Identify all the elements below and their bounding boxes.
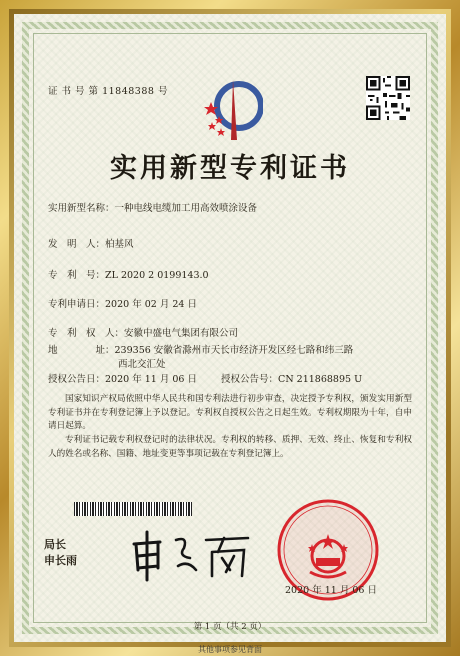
row-patentee: [48, 325, 238, 339]
row-filing-date: [48, 296, 197, 310]
pub-number-value: CN 211868895 U: [278, 374, 363, 385]
grant-paragraph: 国家知识产权局依照中华人民共和国专利法进行初步审查，决定授予专利权，颁发实用新型专利证书并在专利登记簿上予以登记。专利权自授权公告之日起生效。专利权期限为十年，自申请日起算。: [48, 394, 412, 431]
row-patent-number: [48, 267, 209, 281]
signatory-title: 局长: [44, 538, 66, 551]
row-utility-name: [48, 200, 257, 214]
row-address: [48, 342, 353, 356]
utility-name-label: 实用新型名称：: [48, 203, 115, 214]
footer-note: 其他事项参见背面: [198, 645, 262, 654]
certificate-paper: [14, 14, 446, 642]
patent-number-value: ZL 2020 2 0199143.0: [105, 270, 209, 281]
filing-date-label: 专利申请日：: [48, 299, 106, 310]
utility-name-value: 一种电线电缆加工用高效喷涂设备: [114, 203, 258, 214]
address-label: 地 址：: [48, 345, 115, 356]
qr-code-icon: [366, 76, 410, 120]
row-inventor: [48, 236, 134, 250]
inventor-value: 柏基风: [105, 239, 134, 250]
patent-number-label: 专 利 号：: [48, 270, 106, 281]
barcode-icon: [74, 502, 192, 516]
legal-status-paragraph: 专利证书记载专利权登记时的法律状况。专利权的转移、质押、无效、终止、恢复和专利权人的姓名或名称、国籍、地址变更等事项记载在专利登记簿上。: [48, 435, 412, 459]
handwritten-signature-icon: [126, 526, 256, 582]
signatory-name: 申长雨: [44, 554, 77, 567]
certificate-number: 证 书 号 第 11848388 号: [48, 86, 168, 97]
seal-date: 2020 年 11 月 06 日: [285, 585, 377, 596]
patentee-label: 专 利 权 人：: [48, 328, 125, 339]
inventor-label: 发 明 人：: [48, 239, 106, 250]
pub-date-value: 2020 年 11 月 06 日: [105, 374, 197, 385]
page-indicator: 第 1 页（共 2 页）: [193, 622, 267, 632]
patentee-value: 安徽中盛电气集团有限公司: [124, 328, 239, 339]
filing-date-value: 2020 年 02 月 24 日: [105, 299, 197, 310]
address-line-1: 239356 安徽省滁州市天长市经济开发区经七路和纬三路: [114, 345, 354, 356]
address-line-2: 西北交汇处: [118, 359, 166, 370]
pub-date-label: 授权公告日：: [48, 374, 106, 385]
pub-number-label: 授权公告号：: [221, 374, 279, 385]
certificate-title: 实用新型专利证书: [110, 153, 350, 184]
cnipa-emblem-icon: [203, 76, 263, 144]
row-publication: [48, 371, 362, 385]
